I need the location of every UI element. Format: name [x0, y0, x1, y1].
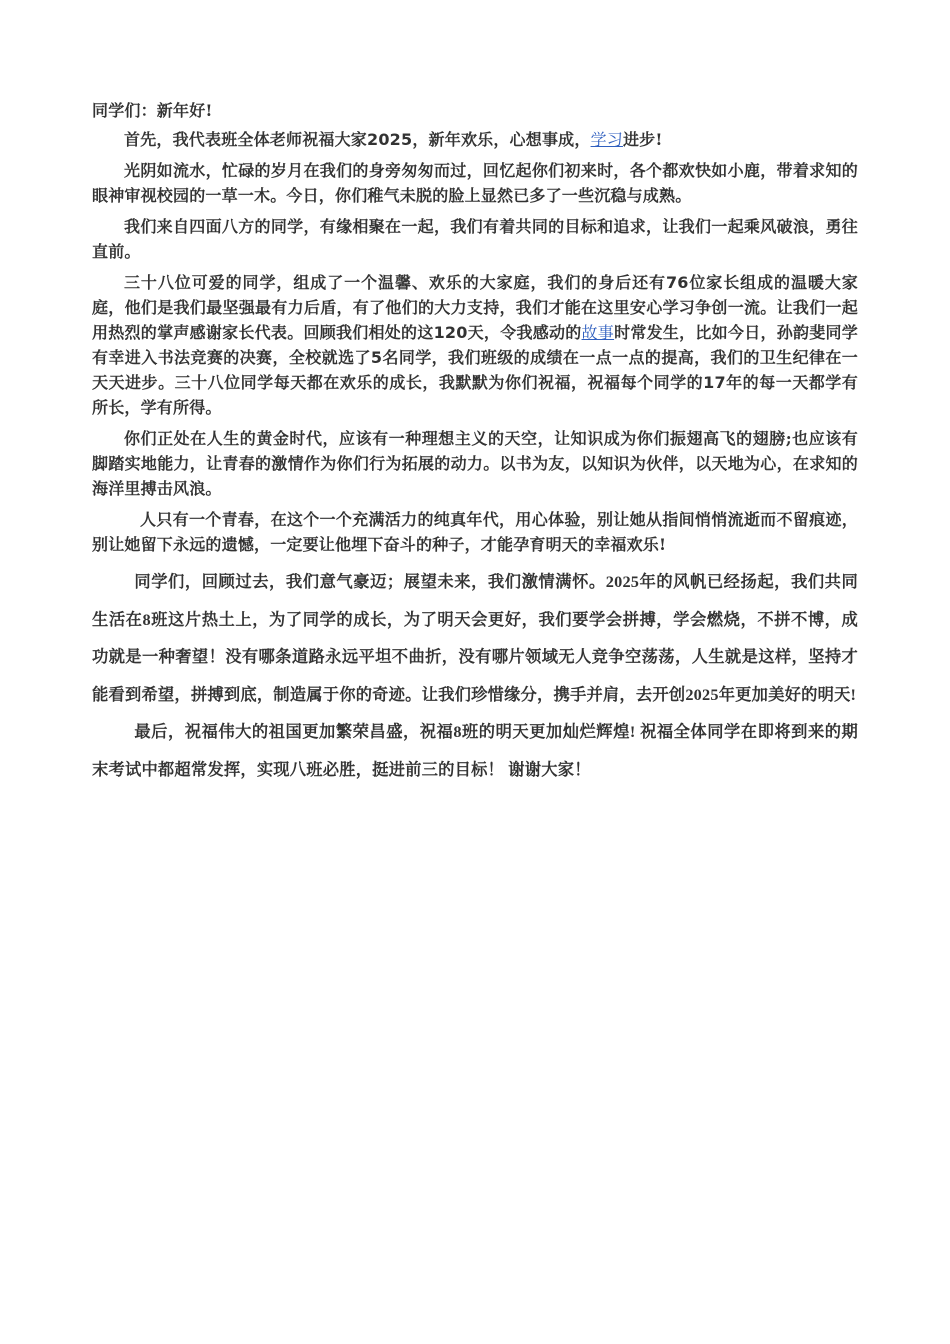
- story-link[interactable]: 故事: [581, 323, 615, 342]
- paragraph-golden-age: [92, 426, 858, 501]
- paragraph-text: 名同学，我们班级的成绩在一点一点的提高，我们的卫生纪律在一天天进步。三十八位同学每天都在欢乐的成长，我默默为你们祝福，祝福每个同学的: [92, 348, 858, 392]
- parents-count: 76: [665, 273, 689, 292]
- paragraph-text: 你们正处在人生的黄金时代，应该有一种理想主义的天空，让知识成为你们振翅高飞的翅膀;也应该有脚踏实地能力，让青春的激情作为你们行为拓展的动力。以书为友，以知识为伙伴，以天地为心，在求知的海洋里搏击风浪。: [92, 429, 858, 498]
- greeting-text: 同学们：新年好!: [92, 101, 213, 120]
- paragraph-closing: [92, 713, 858, 788]
- paragraph-text: 同学们，回顾过去，我们意气豪迈；展望未来，我们激情满怀。2025年的风帆已经扬起，我们共同生活在8班这片热土上，为了同学的成长，为了明天会更好，我们要学会拼搏，学会燃烧，不拼不博，成功就是一种奢望！没有哪条道路永远平坦不曲折，没有哪片领域无人竞争空荡荡，人生就是这样，坚持才能看到希望，拼搏到底，制造属于你的奇迹。让我们珍惜缘分，携手并肩，去开创2025年更加美好的明天!: [92, 572, 858, 704]
- document-body: [92, 98, 858, 788]
- year-number: 2025: [367, 130, 413, 149]
- paragraph-text: 位家长组成的温暖大家庭，他们是我们最坚强最有力后盾，有了他们的大力支持，我们才能在这里安心学习争创一流。让我们一起用热烈的掌声感谢家长代表。回顾我们相处的这: [92, 273, 858, 342]
- age-number: 17: [703, 373, 726, 392]
- paragraph-text: 首先，我代表班全体老师祝福大家: [124, 130, 368, 149]
- paragraph-text: 最后，祝福伟大的祖国更加繁荣昌盛，祝福8班的明天更加灿烂辉煌! 祝福全体同学在即将到来的期末考试中都超常发挥，实现八班必胜，挺进前三的目标！ 谢谢大家！: [92, 722, 858, 779]
- days-count: 120: [433, 323, 468, 342]
- paragraph-text: 年的每一天都学有所长，学有所得。: [92, 373, 858, 417]
- paragraph-text: 进步!: [622, 130, 663, 149]
- paragraph-blessing: [92, 127, 858, 152]
- paragraph-time: [92, 158, 858, 208]
- paragraph-text: 我们来自四面八方的同学，有缘相聚在一起，我们有着共同的目标和追求，让我们一起乘风破浪，勇往直前。: [92, 217, 858, 261]
- students-count: 5: [370, 348, 383, 367]
- paragraph-text: 时常发生，比如今日，孙韵斐同学有幸进入书法竞赛的决赛，全校就选了: [92, 323, 859, 367]
- paragraph-together: [92, 214, 858, 264]
- paragraph-text: 天，令我感动的: [467, 323, 582, 342]
- paragraph-class-family: [92, 270, 858, 420]
- paragraph-future: [92, 563, 858, 713]
- study-link[interactable]: 学习: [590, 130, 623, 149]
- paragraph-youth: [92, 507, 858, 557]
- greeting-paragraph: [92, 98, 858, 123]
- paragraph-text: 三十八位可爱的同学，组成了一个温馨、欢乐的大家庭，我们的身后还有: [124, 273, 666, 292]
- paragraph-text: 人只有一个青春，在这个一个充满活力的纯真年代，用心体验，别让她从指间悄悄流逝而不留痕迹，别让她留下永远的遗憾，一定要让他埋下奋斗的种子，才能孕育明天的幸福欢乐!: [92, 510, 858, 554]
- paragraph-text: 光阴如流水，忙碌的岁月在我们的身旁匆匆而过，回忆起你们初来时，各个都欢快如小鹿，带着求知的眼神审视校园的一草一木。今日，你们稚气未脱的脸上显然已多了一些沉稳与成熟。: [92, 161, 858, 205]
- paragraph-text: ，新年欢乐，心想事成，: [412, 130, 591, 149]
